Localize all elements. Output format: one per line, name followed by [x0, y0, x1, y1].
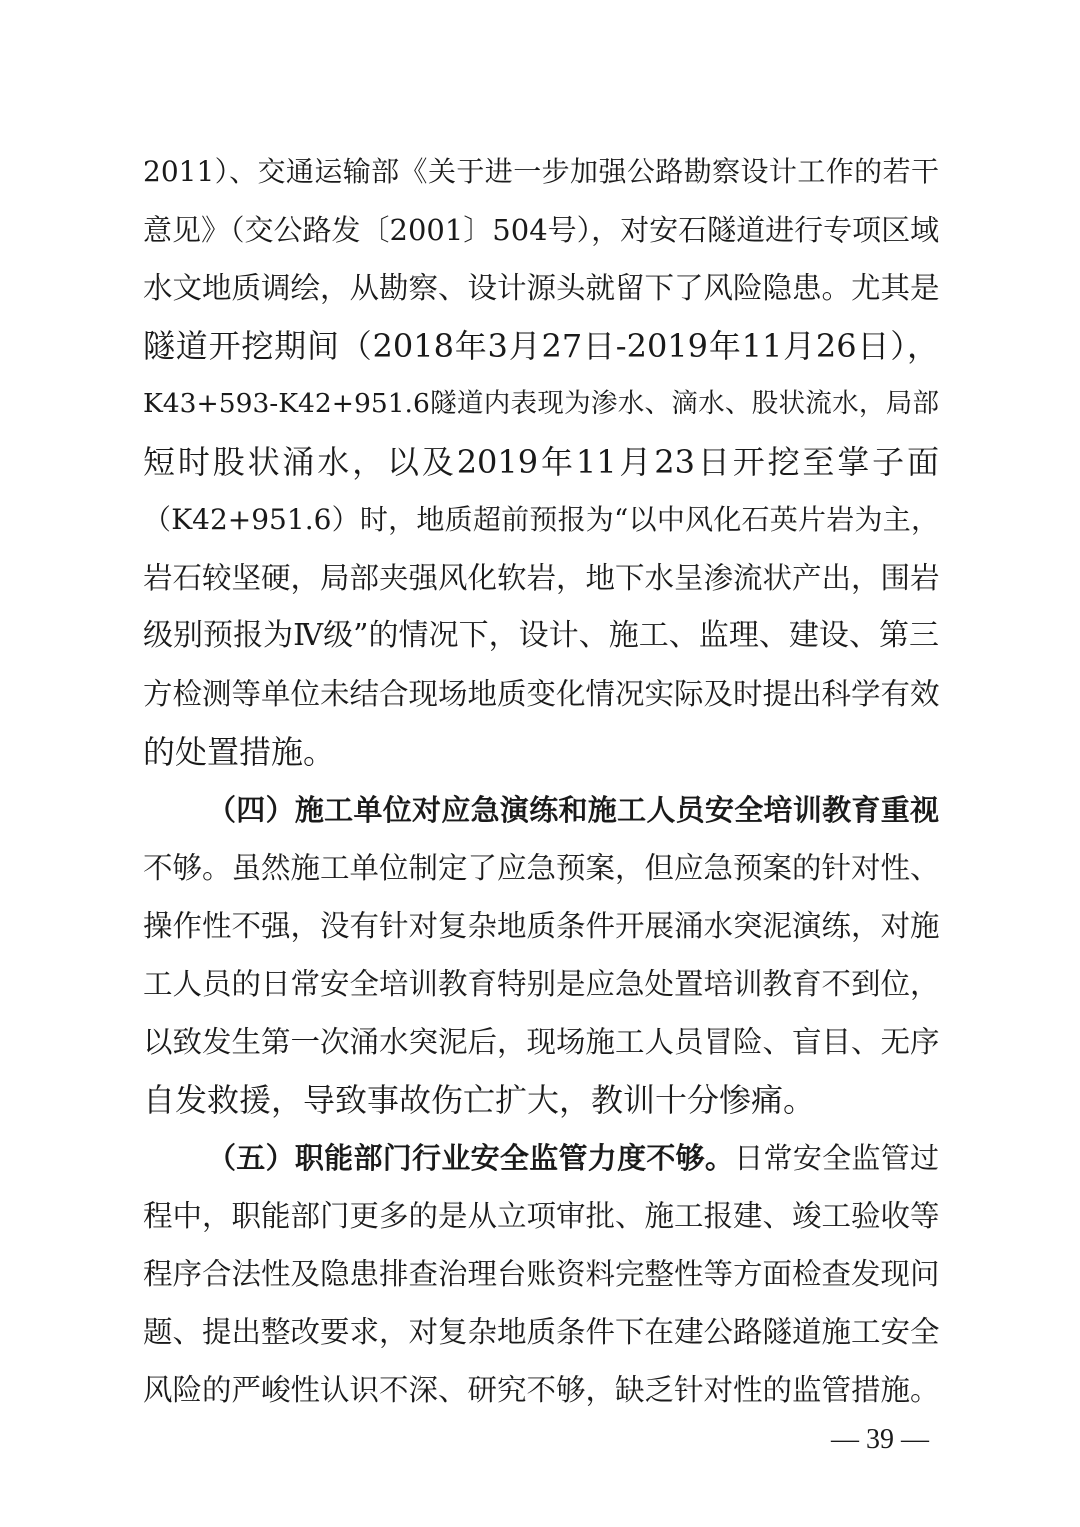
text-line: 短时股状涌水，以及2019年11月23日开挖至掌子面: [143, 443, 939, 481]
text-line: 2011）、交通运输部《关于进一步加强公路勘察设计工作的若干: [143, 155, 939, 188]
text-line: 题、提出整改要求，对复杂地质条件下在建公路隧道施工安全: [143, 1315, 940, 1349]
text-line: 方检测等单位未结合现场地质变化情况实际及时提出科学有效: [143, 677, 940, 711]
text-line: 意见》（交公路发〔2001〕504号），对安石隧道进行专项区域: [143, 213, 940, 247]
text-line: 以致发生第一次涌水突泥后，现场施工人员冒险、盲目、无序: [143, 1025, 940, 1059]
text-line: 不够。虽然施工单位制定了应急预案，但应急预案的针对性、: [143, 851, 940, 885]
text-line: 自发救援，导致事故伤亡扩大，教训十分惨痛。: [143, 1081, 816, 1119]
text-line: 风险的严峻性认识不深、研究不够，缺乏针对性的监管措施。: [143, 1373, 940, 1407]
page-number: — 39 —: [831, 1424, 929, 1455]
text-line: K43+593-K42+951.6隧道内表现为渗水、滴水、股状流水，局部: [143, 388, 939, 419]
text-line: 水文地质调绘，从勘察、设计源头就留下了风险隐患。尤其是: [143, 271, 940, 305]
section-heading: （四）施工单位对应急演练和施工人员安全培训教育重视: [207, 793, 939, 827]
text-line: 隧道开挖期间（2018年3月27日-2019年11月26日），: [143, 327, 939, 365]
text-line: 工人员的日常安全培训教育特别是应急处置培训教育不到位，: [143, 967, 940, 1001]
text-line: 程序合法性及隐患排查治理台账资料完整性等方面检查发现问: [143, 1257, 940, 1291]
text-fragment: 日常安全监管过: [734, 1141, 939, 1175]
text-line: （K42+951.6）时，地质超前预报为“以中风化石英片岩为主，: [143, 503, 939, 536]
text-line: 操作性不强，没有针对复杂地质条件开展涌水突泥演练，对施: [143, 909, 940, 943]
text-line: 程中，职能部门更多的是从立项审批、施工报建、竣工验收等: [143, 1199, 940, 1233]
text-line: 级别预报为Ⅳ级”的情况下，设计、施工、监理、建设、第三: [143, 618, 939, 653]
section-heading: （五）职能部门行业安全监管力度不够。: [207, 1141, 735, 1175]
text-line: 的处置措施。: [143, 733, 336, 771]
text-line: 岩石较坚硬，局部夹强风化软岩，地下水呈渗流状产出，围岩: [143, 561, 940, 595]
section-heading-line: [207, 1136, 939, 1180]
